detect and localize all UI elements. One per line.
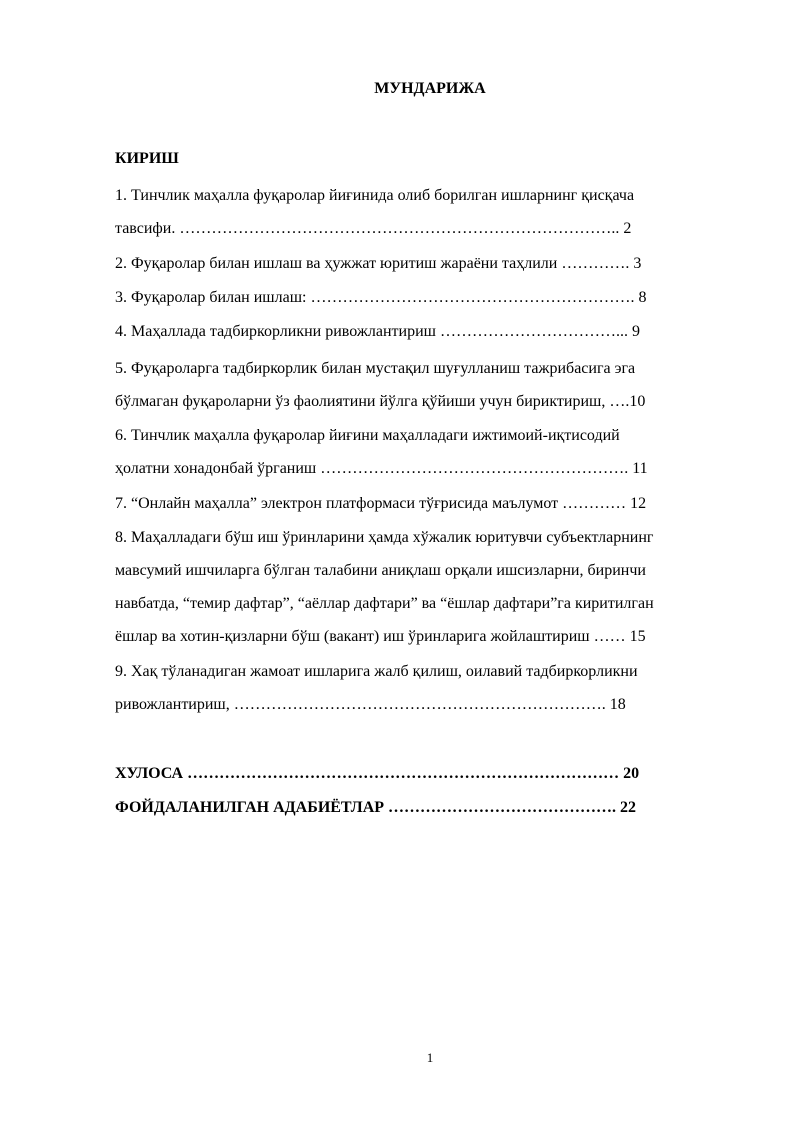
toc-entry-8-line-4: ёшлар ва хотин-қизларни бўш (вакант) иш ўринларига жойлаштириш …… 15 (115, 628, 646, 645)
toc-entry-4-line-1: 4. Маҳаллада тадбиркорликни ривожлантириш ……………………………... 9 (115, 323, 640, 340)
toc-entry-1-line-1: 1. Тинчлик маҳалла фуқаролар йиғинида олиб борилган ишларнинг қисқача (115, 187, 635, 204)
toc-entry-3-line-1: 3. Фуқаролар билан ишлаш: ……………………………………………………. 8 (115, 289, 647, 306)
toc-entry-4 (115, 315, 742, 348)
toc-entry-2 (115, 247, 742, 280)
toc-entry-1 (115, 179, 742, 245)
toc-entry-9 (115, 655, 742, 721)
toc-entry-5-line-1: 5. Фуқароларга тадбиркорлик билан мустақил шуғулланиш тажрибасига эга (115, 360, 636, 377)
toc-entry-8-line-2: мавсумий ишчиларга бўлган талабини аниқлаш орқали ишсизларни, биринчи (115, 562, 646, 579)
toc-entry-6-line-2: ҳолатни хонадонбай ўрганиш …………………………………………………. 11 (115, 460, 648, 477)
toc-entry-1-line-2: тавсифи. ……………………………………………………………………….. 2 (115, 220, 632, 237)
toc-entry-6-line-1: 6. Тинчлик маҳалла фуқаролар йиғини маҳалладаги ижтимоий-иқтисодий (115, 427, 620, 444)
toc-entry-7-line-1: 7. “Онлайн маҳалла” электрон платформаси тўғрисида маълумот ………… 12 (115, 495, 647, 512)
page-number: 1 (426, 1050, 434, 1065)
conclusion-entry: ХУЛОСА ……………………………………………………………………… 20 (115, 765, 640, 782)
page-title: МУНДАРИЖА (374, 80, 486, 97)
intro-heading: КИРИШ (115, 150, 179, 167)
toc-entry-8-line-3: навбатда, “темир дафтар”, “аёллар дафтари” ва “ёшлар дафтари”га киритилган (115, 595, 654, 612)
toc-entry-5 (115, 352, 742, 418)
toc-entry-9-line-2: ривожлантириш, ……………………………………………………………. 18 (115, 696, 626, 713)
toc-entry-8-line-1: 8. Маҳалладаги бўш иш ўринларини ҳамда хўжалик юритувчи субъектларнинг (115, 529, 654, 546)
references-entry: ФОЙДАЛАНИЛГАН АДАБИЁТЛАР ……………………………………. 22 (115, 799, 637, 816)
toc-entry-3 (115, 281, 742, 314)
toc-entry-6 (115, 419, 742, 485)
toc-entry-9-line-1: 9. Хақ тўланадиган жамоат ишларига жалб қилиш, оилавий тадбиркорликни (115, 663, 638, 680)
toc-entry-5-line-2: бўлмаган фуқароларни ўз фаолиятини йўлга қўйиши учун бириктириш, ….10 (115, 393, 646, 410)
toc-entry-2-line-1: 2. Фуқаролар билан ишлаш ва ҳужжат юритиш жараёни таҳлили …………. 3 (115, 255, 642, 272)
toc-entry-7 (115, 487, 742, 520)
toc-entry-8 (115, 521, 742, 653)
